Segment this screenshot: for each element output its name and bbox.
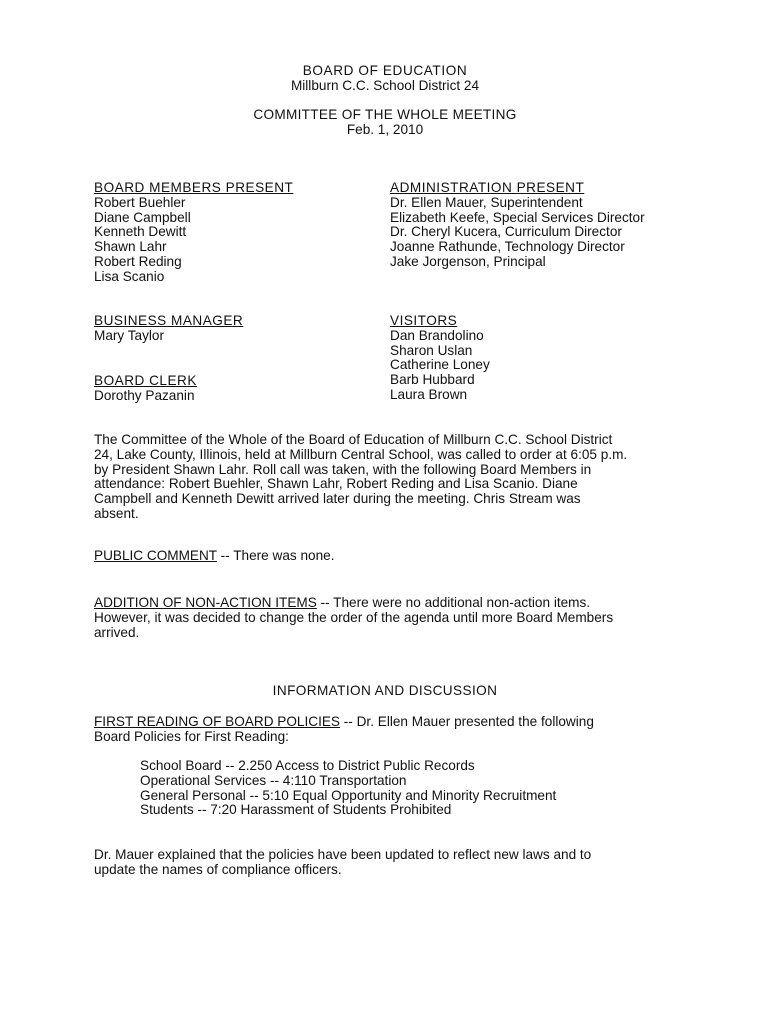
board-members-section bbox=[94, 181, 293, 285]
first-reading-paragraph bbox=[94, 715, 684, 745]
visitors-heading: VISITORS bbox=[390, 313, 458, 328]
closing-paragraph bbox=[94, 848, 684, 878]
visitors-section bbox=[390, 314, 490, 403]
paragraph-line: arrived. bbox=[94, 624, 140, 640]
business-manager-section bbox=[94, 314, 243, 344]
public-comment-text: -- There was none. bbox=[216, 548, 335, 563]
paragraph-line: 24, Lake County, Illinois, held at Millburn Central School, was called to order at 6:05 p.m. bbox=[94, 446, 628, 462]
administration-heading: ADMINISTRATION PRESENT bbox=[390, 180, 585, 195]
first-reading-heading: FIRST READING OF BOARD POLICIES bbox=[94, 714, 340, 729]
administrator-name: Dr. Ellen Mauer, Superintendent bbox=[390, 194, 583, 210]
visitor-name: Laura Brown bbox=[390, 386, 468, 402]
addition-text: -- There were no additional non-action items. bbox=[316, 595, 591, 610]
paragraph-line: attendance: Robert Buehler, Shawn Lahr, Robert Reding and Lisa Scanio. Diane bbox=[94, 476, 578, 492]
board-members-heading: BOARD MEMBERS PRESENT bbox=[94, 180, 294, 195]
policy-item: Students -- 7:20 Harassment of Students Prohibited bbox=[140, 802, 452, 818]
district-name: Millburn C.C. School District 24 bbox=[290, 78, 480, 93]
visitor-name: Dan Brandolino bbox=[390, 327, 484, 343]
paragraph-line: update the names of compliance officers. bbox=[94, 861, 342, 877]
paragraph-line: by President Shawn Lahr. Roll call was taken, with the following Board Members in bbox=[94, 461, 592, 477]
board-member-name: Lisa Scanio bbox=[94, 268, 165, 284]
meeting-date: Feb. 1, 2010 bbox=[346, 122, 424, 137]
administrator-name: Jake Jorgenson, Principal bbox=[390, 253, 546, 269]
public-comment-heading: PUBLIC COMMENT bbox=[94, 548, 217, 563]
policy-item: School Board -- 2.250 Access to District Public Records bbox=[140, 758, 475, 773]
paragraph-line: The Committee of the Whole of the Board of Education of Millburn C.C. School District bbox=[94, 432, 613, 447]
policy-item: General Personal -- 5:10 Equal Opportunity and Minority Recruitment bbox=[140, 787, 557, 803]
board-member-name: Diane Campbell bbox=[94, 209, 191, 225]
addition-paragraph bbox=[94, 596, 684, 640]
addition-heading: ADDITION OF NON-ACTION ITEMS bbox=[94, 595, 317, 610]
board-member-name: Shawn Lahr bbox=[94, 239, 167, 255]
visitor-name: Barb Hubbard bbox=[390, 372, 475, 388]
document-title: BOARD OF EDUCATION bbox=[302, 63, 468, 78]
board-member-name: Kenneth Dewitt bbox=[94, 224, 187, 240]
paragraph-line: Dr. Mauer explained that the policies have been updated to reflect new laws and to bbox=[94, 847, 592, 862]
board-member-name: Robert Buehler bbox=[94, 194, 186, 210]
administrator-name: Elizabeth Keefe, Special Services Director bbox=[390, 209, 645, 225]
board-member-name: Robert Reding bbox=[94, 253, 182, 269]
intro-paragraph bbox=[94, 433, 684, 522]
public-comment-paragraph bbox=[94, 549, 684, 564]
paragraph-line: However, it was decided to change the order of the agenda until more Board Members bbox=[94, 609, 614, 625]
business-manager-name: Mary Taylor bbox=[94, 327, 164, 343]
paragraph-line: Campbell and Kenneth Dewitt arrived later during the meeting. Chris Stream was bbox=[94, 491, 581, 507]
meeting-title: COMMITTEE OF THE WHOLE MEETING bbox=[253, 107, 517, 122]
visitor-name: Sharon Uslan bbox=[390, 342, 473, 358]
policy-item: Operational Services -- 4:110 Transportation bbox=[140, 772, 407, 788]
board-clerk-section bbox=[94, 374, 197, 404]
first-reading-text: -- Dr. Ellen Mauer presented the following bbox=[340, 714, 594, 729]
policy-list bbox=[140, 759, 556, 818]
paragraph-line: absent. bbox=[94, 505, 139, 521]
administration-section bbox=[390, 181, 645, 270]
administrator-name: Dr. Cheryl Kucera, Curriculum Director bbox=[390, 224, 622, 240]
board-clerk-name: Dorothy Pazanin bbox=[94, 387, 195, 403]
paragraph-line: Board Policies for First Reading: bbox=[94, 728, 289, 744]
administrator-name: Joanne Rathunde, Technology Director bbox=[390, 239, 625, 255]
information-discussion-heading: INFORMATION AND DISCUSSION bbox=[272, 683, 498, 698]
visitor-name: Catherine Loney bbox=[390, 357, 490, 373]
business-manager-heading: BUSINESS MANAGER bbox=[94, 313, 244, 328]
board-clerk-heading: BOARD CLERK bbox=[94, 373, 197, 388]
